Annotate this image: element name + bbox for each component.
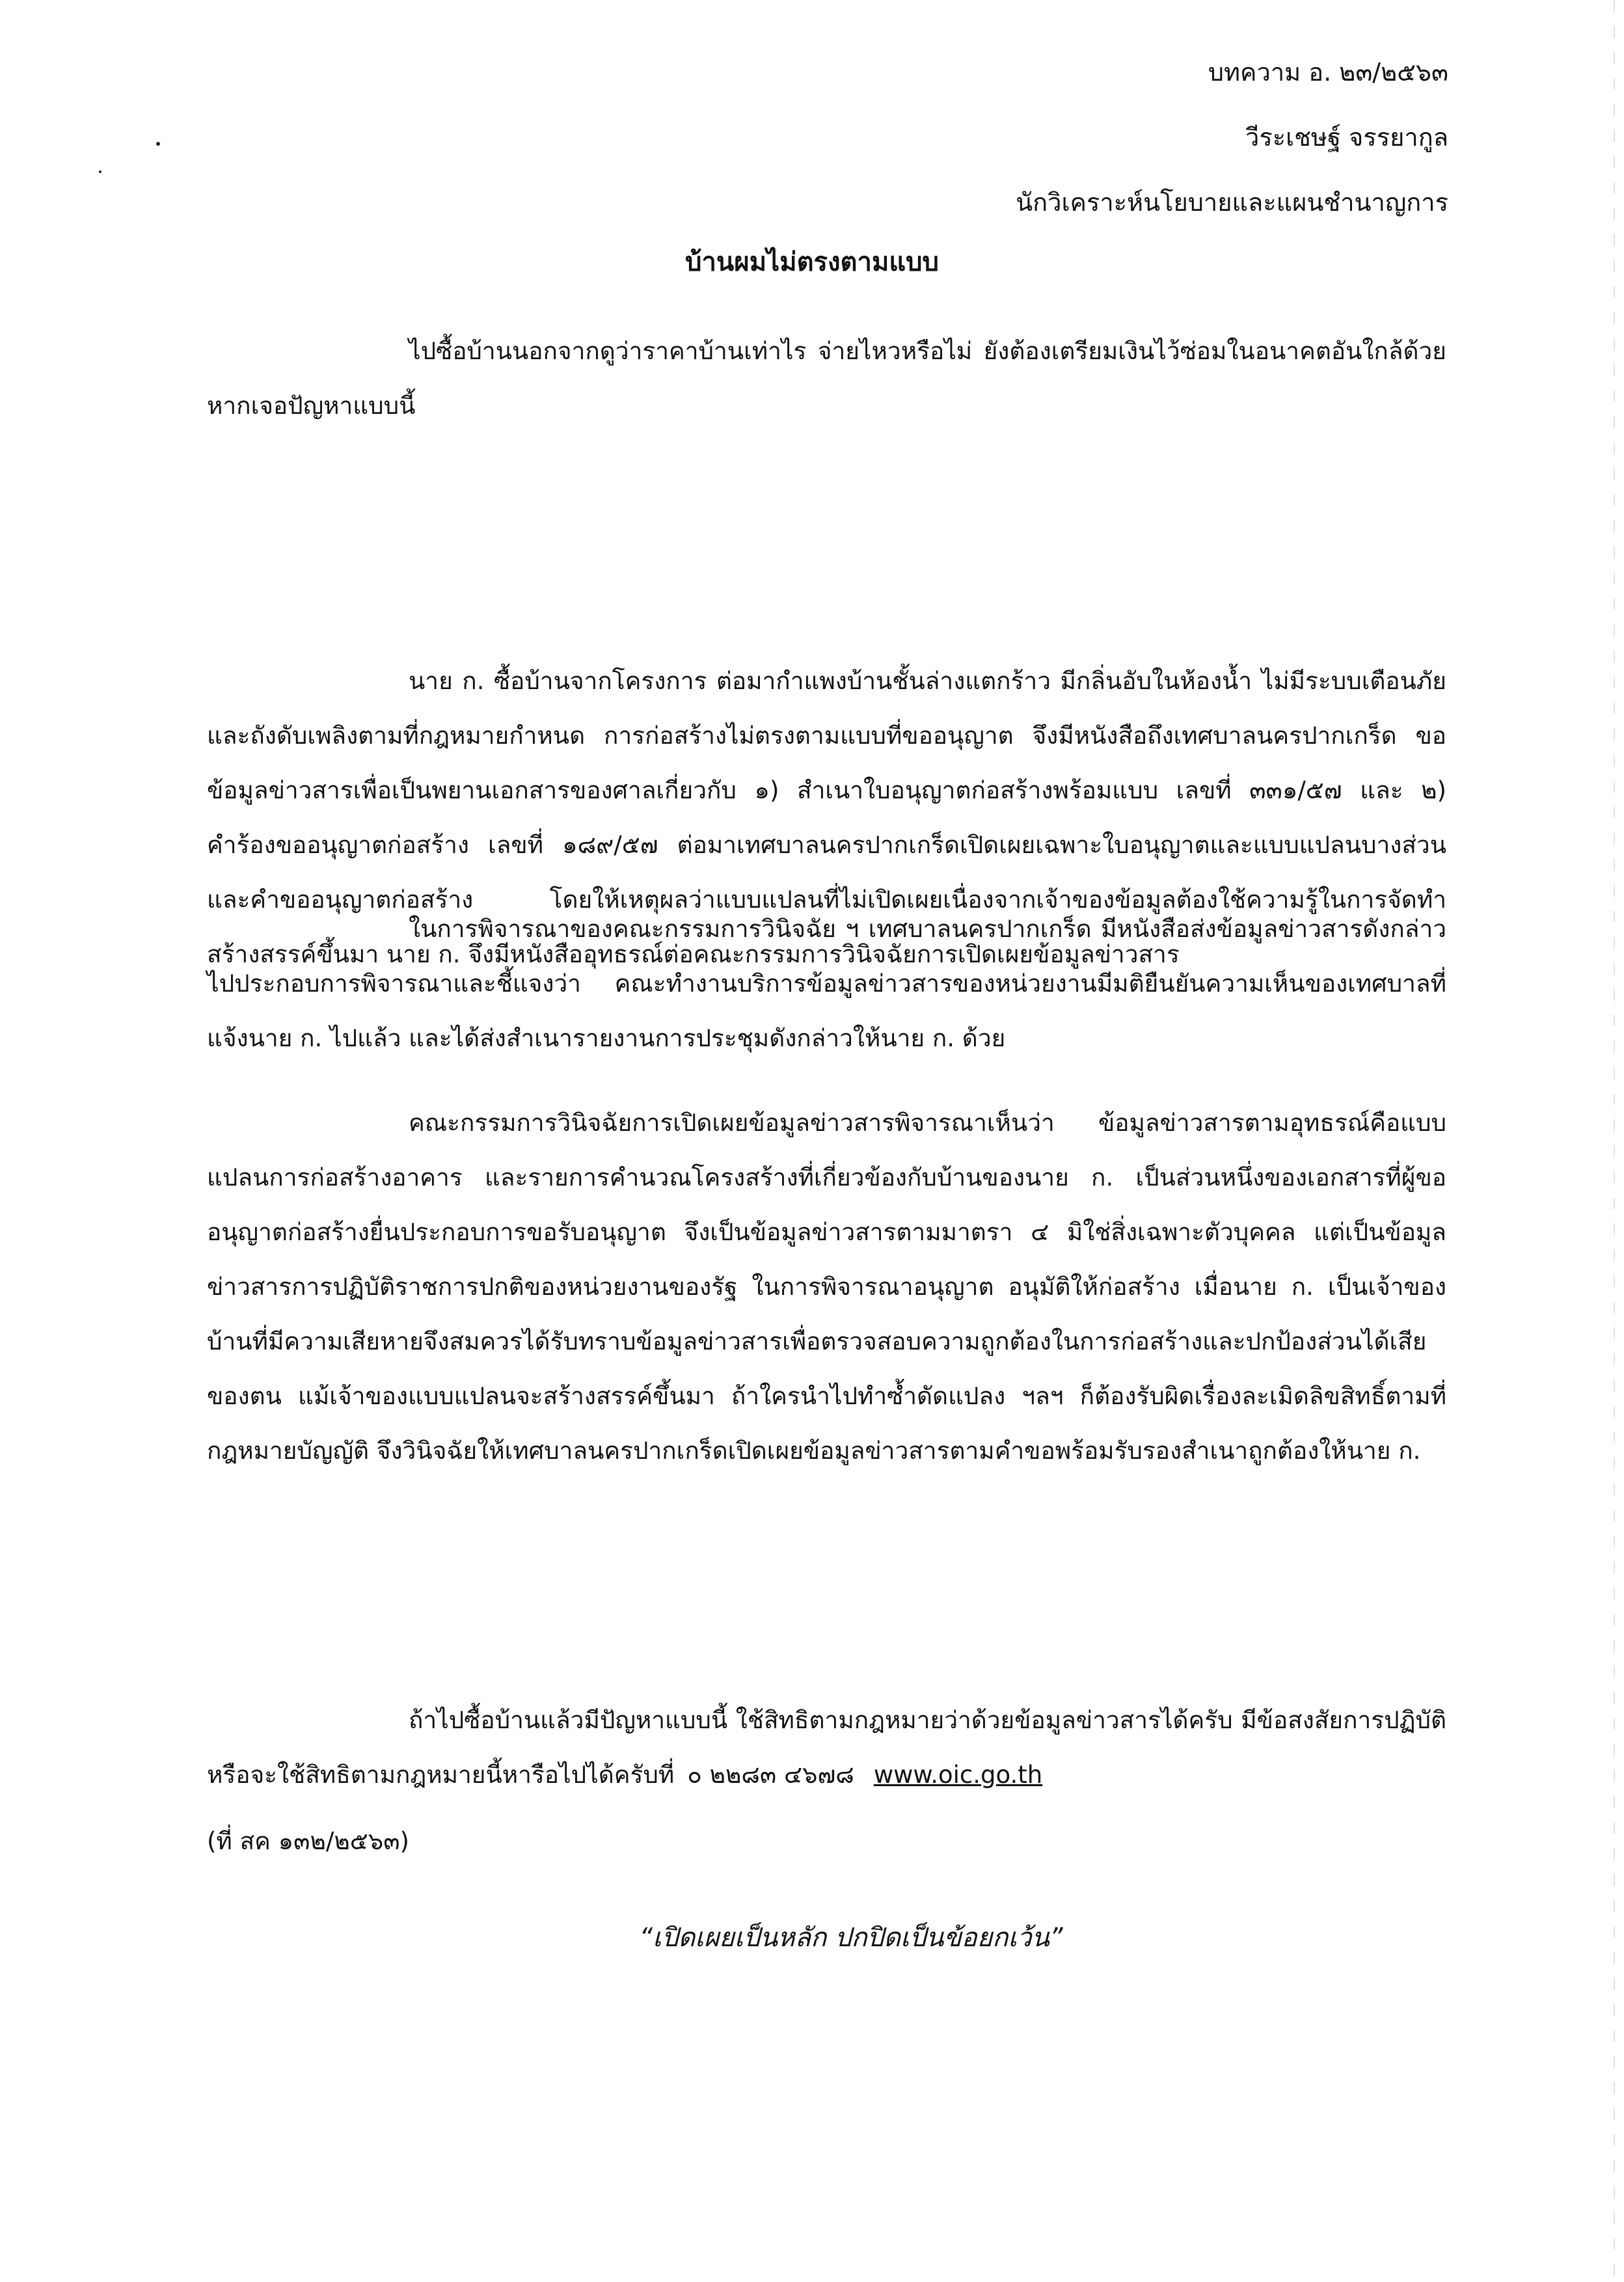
paragraph-decision [207, 1096, 1446, 1478]
scan-edge-artifact [1614, 0, 1615, 2282]
paragraph-text [207, 1693, 1446, 1802]
paragraph-text: ไปซื้อบ้านนอกจากดูว่าราคาบ้านเท่าไร จ่ายไหวหรือไม่ ยังต้องเตรียมเงินไว้ซ่อมในอนาคตอันใกล้ด้วย หากเจอปัญหาแบบนี้ [207, 337, 1446, 420]
reference-number: (ที่ สค ๑๓๒/๒๕๖๓) [207, 1827, 409, 1855]
author-position: นักวิเคราะห์นโยบายและแผนชำนาญการ [1016, 188, 1448, 217]
paragraph-text: ในการพิจารณาของคณะกรรมการวินิจฉัย ฯ เทศบาลนครปากเกร็ด มีหนังสือส่งข้อมูลข่าวสารดังกล่าวไปประกอบการพิจารณาและชี้แจงว่า คณะทำงานบริการข้อมูลข่าวสารของหน่วยงานมีมติยืนยันความเห็นของเทศบาลที่แจ้งนาย ก. ไปแล้ว และได้ส่งสำเนารายงานการประชุมดังกล่าวให้นาย ก. ด้วย [207, 915, 1446, 1052]
scan-speck [156, 142, 160, 146]
article-number: บทความ อ. ๒๓/๒๕๖๓ [1208, 58, 1448, 87]
motto: “เปิดเผยเป็นหลัก ปกปิดเป็นข้อยกเว้น” [639, 1923, 1063, 1953]
paragraph-consideration [207, 902, 1446, 1066]
website-link[interactable]: www.oic.go.th [873, 1761, 1043, 1789]
paragraph-intro [207, 324, 1446, 433]
scan-speck [99, 170, 102, 173]
contact-phone: ๐ ๒๒๘๓ ๔๖๗๘ [687, 1761, 854, 1789]
paragraph-advice [207, 1693, 1446, 1802]
paragraph-text: นาย ก. ซื้อบ้านจากโครงการ ต่อมากำแพงบ้านชั้นล่างแตกร้าว มีกลิ่นอับในห้องน้ำ ไม่มีระบบเตือนภัยและถังดับเพลิงตามที่กฎหมายกำหนด การก่อสร้างไม่ตรงตามแบบที่ขออนุญาต จึงมีหนังสือถึงเทศบาลนครปากเกร็ด ขอข้อมูลข่าวสารเพื่อเป็นพยานเอกสารของศาลเกี่ยวกับ ๑) สำเนาใบอนุญาตก่อสร้างพร้อมแบบ เลขที่ ๓๓๑/๕๗ และ ๒) คำร้องขออนุญาตก่อสร้าง เลขที่ ๑๘๙/๕๗ ต่อมาเทศบาลนครปากเกร็ดเปิดเผยเฉพาะใบอนุญาตและแบบแปลนบางส่วน และคำขออนุญาตก่อสร้าง โดยให้เหตุผลว่าแบบแปลนที่ไม่เปิดเผยเนื่องจากเจ้าของข้อมูลต้องใช้ความรู้ในการจัดทำสร้างสรรค์ขึ้นมา นาย ก. จึงมีหนังสืออุทธรณ์ต่อคณะกรรมการวินิจฉัยการเปิดเผยข้อมูลข่าวสาร [207, 667, 1446, 968]
article-title: บ้านผมไม่ตรงตามแบบ [685, 247, 939, 277]
author-name: วีระเชษฐ์ จรรยากูล [1245, 123, 1448, 152]
paragraph-text: คณะกรรมการวินิจฉัยการเปิดเผยข้อมูลข่าวสารพิจารณาเห็นว่า ข้อมูลข่าวสารตามอุทธรณ์คือแบบแปลนการก่อสร้างอาคาร และรายการคำนวณโครงสร้างที่เกี่ยวข้องกับบ้านของนาย ก. เป็นส่วนหนึ่งของเอกสารที่ผู้ขออนุญาตก่อสร้างยื่นประกอบการขอรับอนุญาต จึงเป็นข้อมูลข่าวสารตามมาตรา ๔ มิใช่สิ่งเฉพาะตัวบุคคล แต่เป็นข้อมูลข่าวสารการปฏิบัติราชการปกติของหน่วยงานของรัฐ ในการพิจารณาอนุญาต อนุมัติให้ก่อสร้าง เมื่อนาย ก. เป็นเจ้าของบ้านที่มีความเสียหายจึงสมควรได้รับทราบข้อมูลข่าวสารเพื่อตรวจสอบความถูกต้องในการก่อสร้างและปกป้องส่วนได้เสียของตน แม้เจ้าของแบบแปลนจะสร้างสรรค์ขึ้นมา ถ้าใครนำไปทำซ้ำดัดแปลง ฯลฯ ก็ต้องรับผิดเรื่องละเมิดลิขสิทธิ์ตามที่กฎหมายบัญญัติ จึงวินิจฉัยให้เทศบาลนครปากเกร็ดเปิดเผยข้อมูลข่าวสารตามคำขอพร้อมรับรองสำเนาถูกต้องให้นาย ก. [207, 1109, 1446, 1465]
advice-text: ถ้าไปซื้อบ้านแล้วมีปัญหาแบบนี้ ใช้สิทธิตามกฎหมายว่าด้วยข้อมูลข่าวสารได้ครับ มีข้อสงสัยการปฏิบัติหรือจะใช้สิทธิตามกฎหมายนี้หารือไปได้ครับที่ [207, 1706, 1446, 1789]
